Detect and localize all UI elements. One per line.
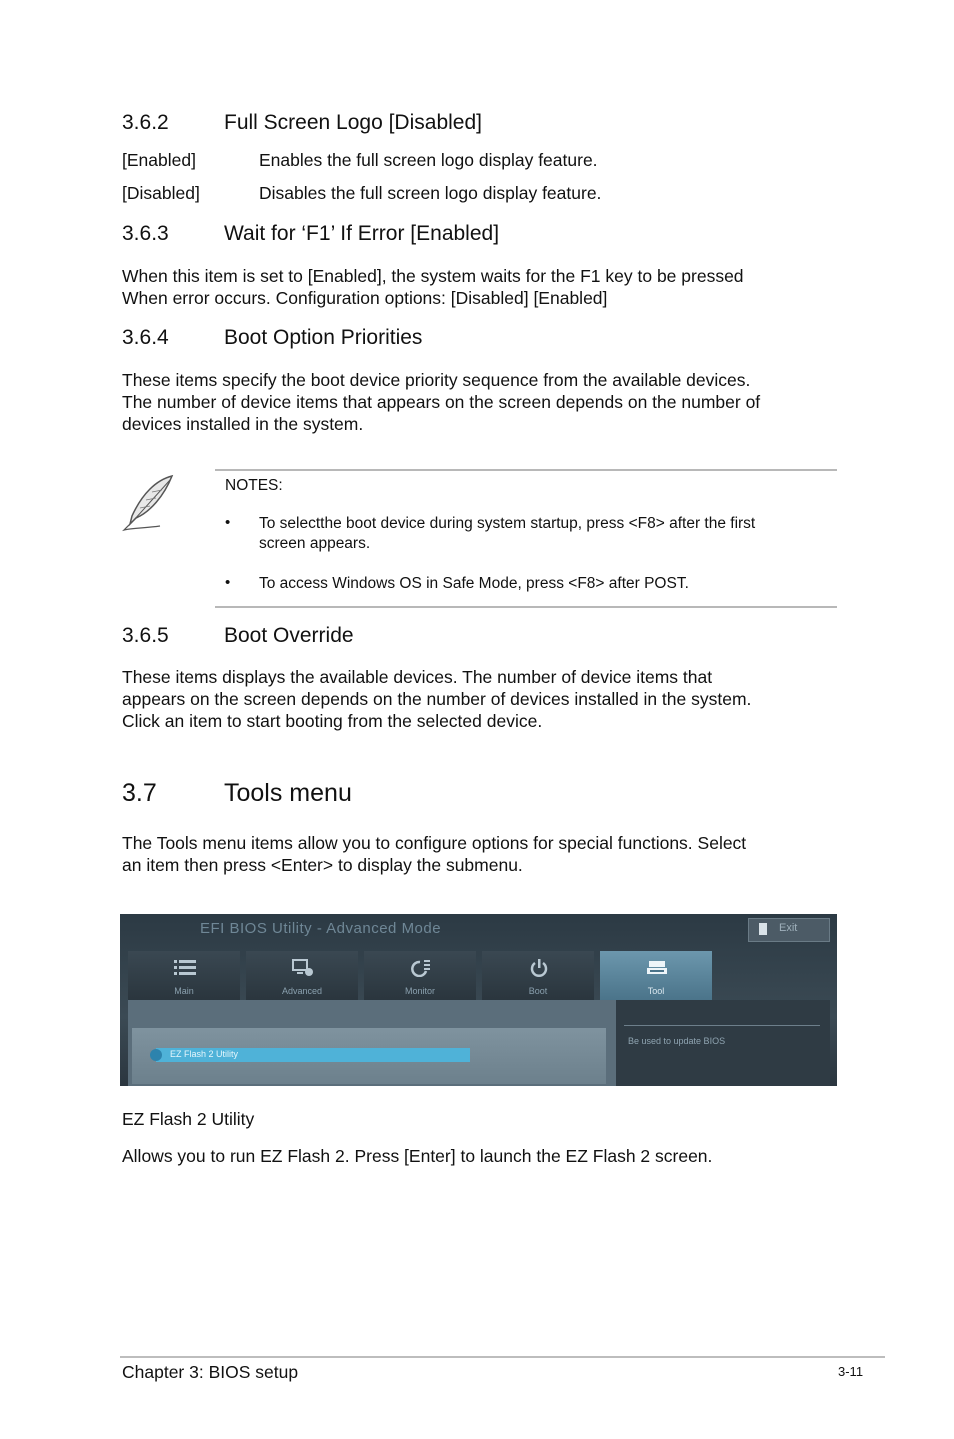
- bios-tab-monitor[interactable]: [364, 951, 476, 1001]
- definition-term: [Enabled]: [122, 150, 196, 170]
- section-paragraph: [122, 265, 842, 309]
- notes-heading: NOTES:: [225, 477, 283, 494]
- definition-term: [Disabled]: [122, 183, 200, 203]
- ezflash-description: Allows you to run EZ Flash 2. Press [Enter] to launch the EZ Flash 2 screen.: [122, 1146, 713, 1166]
- paragraph-line: devices installed in the system.: [122, 414, 364, 434]
- section-heading-3-6-3: [122, 222, 822, 248]
- tab-label: Main: [174, 986, 194, 996]
- section-title: Wait for ‘F1’ If Error [Enabled]: [224, 222, 500, 245]
- section-number: 3.6.5: [122, 624, 169, 647]
- bios-tab-main[interactable]: [128, 951, 240, 1001]
- paragraph-line: These items displays the available devices. The number of device items that: [122, 667, 713, 687]
- bios-screenshot: [120, 914, 837, 1086]
- quill-icon: [120, 472, 178, 534]
- section-title: Boot Override: [224, 624, 354, 647]
- bios-tab-advanced[interactable]: [246, 951, 358, 1001]
- bios-tab-tool[interactable]: [600, 951, 712, 1001]
- note-line: screen appears.: [259, 535, 371, 552]
- section-number: 3.6.4: [122, 326, 169, 349]
- section-heading-3-7: [122, 779, 822, 809]
- paragraph-line: When this item is set to [Enabled], the system waits for the F1 key to be pressed: [122, 266, 744, 286]
- bullet: •: [225, 574, 231, 591]
- notes-bottom-rule: [215, 606, 837, 608]
- power-icon: [528, 959, 550, 977]
- section-paragraph: [122, 832, 842, 876]
- tab-label: Boot: [528, 986, 548, 996]
- page-number: 3-11: [838, 1364, 864, 1379]
- arrow-right-icon: [150, 1049, 162, 1061]
- tab-label: Advanced: [281, 986, 323, 996]
- ezflash-title: EZ Flash 2 Utility: [122, 1109, 255, 1129]
- section-title: Boot Option Priorities: [224, 326, 423, 349]
- footer-rule: [120, 1356, 885, 1358]
- section-heading-3-6-5: [122, 624, 822, 650]
- section-title: Full Screen Logo [Disabled]: [224, 111, 482, 134]
- list-icon: [174, 959, 196, 977]
- section-heading-3-6-2: [122, 111, 822, 137]
- bios-tab-boot[interactable]: [482, 951, 594, 1001]
- bios-item-ez-flash[interactable]: [156, 1048, 470, 1062]
- section-heading-3-6-4: [122, 326, 822, 352]
- note-item: [259, 574, 839, 594]
- paragraph-line: The Tools menu items allow you to configure options for special functions. Select: [122, 833, 747, 853]
- footer-chapter: Chapter 3: BIOS setup: [122, 1362, 299, 1382]
- section-paragraph: [122, 666, 842, 732]
- exit-door-icon: [759, 923, 767, 935]
- note-line: To selectthe boot device during system startup, press <F8> after the first: [259, 515, 756, 532]
- exit-label: Exit: [779, 922, 798, 934]
- monitor-icon: [410, 959, 432, 977]
- tool-icon: [646, 959, 668, 977]
- bios-content-panel: [128, 1000, 830, 1086]
- paragraph-line: When error occurs. Configuration options: [Disabled] [Enabled]: [122, 288, 608, 308]
- bios-window-title: EFI BIOS Utility - Advanced Mode: [200, 920, 442, 937]
- paragraph-line: appears on the screen depends on the number of devices installed in the system.: [122, 689, 752, 709]
- bullet: •: [225, 514, 231, 531]
- help-divider: [624, 1025, 820, 1026]
- definition-desc: Enables the full screen logo display feature.: [259, 150, 598, 170]
- tab-label: Tool: [647, 986, 665, 996]
- bios-help-panel: [616, 1000, 830, 1086]
- paragraph-line: The number of device items that appears on the screen depends on the number of: [122, 392, 761, 412]
- paragraph-line: an item then press <Enter> to display the submenu.: [122, 855, 523, 875]
- note-line: To access Windows OS in Safe Mode, press <F8> after POST.: [259, 575, 689, 592]
- definition-desc: Disables the full screen logo display feature.: [259, 183, 602, 203]
- bios-exit-button[interactable]: [748, 918, 830, 942]
- section-number: 3.6.3: [122, 222, 169, 245]
- tab-label: Monitor: [404, 986, 435, 996]
- advanced-icon: [292, 959, 314, 977]
- notes-top-rule: [215, 469, 837, 471]
- section-title: Tools menu: [224, 779, 352, 807]
- bios-item-label: EZ Flash 2 Utility: [170, 1049, 239, 1059]
- paragraph-line: Click an item to start booting from the selected device.: [122, 711, 543, 731]
- paragraph-line: These items specify the boot device priority sequence from the available devices.: [122, 370, 751, 390]
- bios-help-text: Be used to update BIOS: [628, 1036, 726, 1046]
- section-number: 3.6.2: [122, 111, 169, 134]
- section-paragraph: [122, 369, 842, 435]
- section-number: 3.7: [122, 779, 157, 807]
- note-item: [259, 514, 839, 554]
